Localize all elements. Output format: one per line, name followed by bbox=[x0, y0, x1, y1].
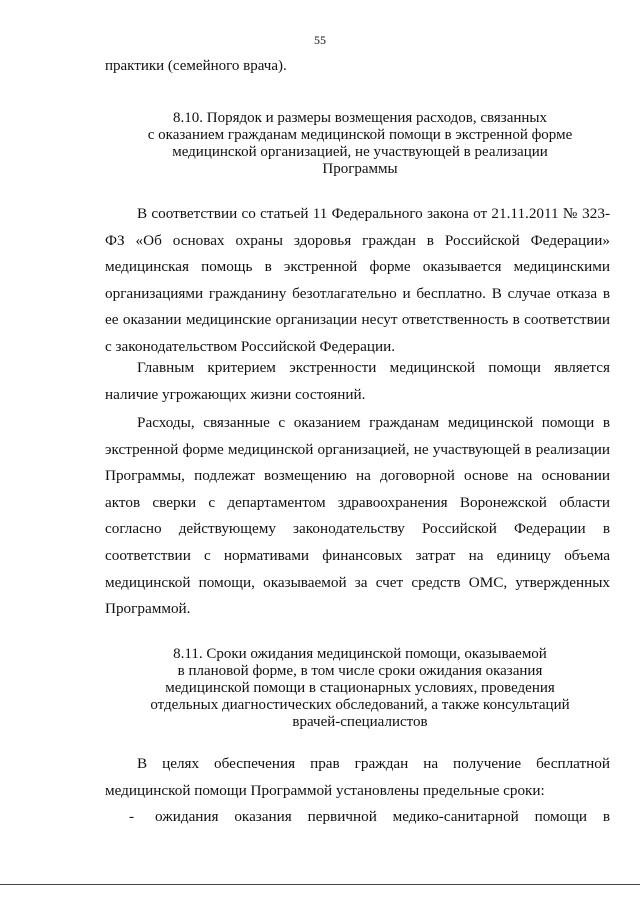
heading-line: врачей-специалистов bbox=[292, 714, 428, 730]
heading-line: отдельных диагностических обследований, а также консультаций bbox=[150, 697, 570, 713]
paragraph-waiting-times-intro: В целях обеспечения прав граждан на получение бесплатной медицинской помощи Программой установлены предельные сроки: bbox=[105, 755, 610, 799]
list-item bbox=[105, 804, 610, 831]
paragraph-article-11: В соответствии со статьей 11 Федерального закона от 21.11.2011 № 323-ФЗ «Об основах охраны здоровья граждан в Российской Федерации» медицинская помощь в экстренной форме оказывается медицинскими организациями гражданину безотлагательно и бесплатно. В случае отказа в ее оказании медицинские организации несут ответственность в соответствии с законодательством Российской Федерации. bbox=[105, 205, 610, 355]
heading-line: медицинской помощи в стационарных условиях, проведения bbox=[165, 680, 555, 696]
section-heading-8-10 bbox=[120, 110, 600, 178]
list-item-text: ожидания оказания первичной медико-санитарной помощи в bbox=[155, 808, 610, 825]
paragraph-emergency-criterion: Главным критерием экстренности медицинской помощи является наличие угрожающих жизни состояний. bbox=[105, 359, 610, 403]
heading-line: Программы bbox=[322, 161, 398, 177]
list-marker: - bbox=[129, 808, 135, 825]
heading-line: 8.11. Сроки ожидания медицинской помощи, оказываемой bbox=[173, 646, 547, 662]
paragraph-expense-reimbursement: Расходы, связанные с оказанием гражданам медицинской помощи в экстренной форме медицинской организацией, не участвующей в реализации Программы, подлежат возмещению на договорной основе на основании актов сверки с департаментом здравоохранения Воронежской области согласно действующему законодательству Российской Федерации в соответствии с нормативами финансовых затрат на единицу объема медицинской помощи, оказываемой за счет средств ОМС, утвержденных Программой. bbox=[105, 414, 610, 618]
heading-line: с оказанием гражданам медицинской помощи в экстренной форме bbox=[147, 127, 573, 143]
page-bottom-rule bbox=[0, 884, 640, 885]
heading-line: медицинской организацией, не участвующей в реализации bbox=[172, 144, 548, 160]
page-number: 55 bbox=[314, 33, 326, 47]
section-heading-8-11 bbox=[120, 646, 600, 731]
heading-line: 8.10. Порядок и размеры возмещения расходов, связанных bbox=[172, 110, 548, 126]
heading-line: в плановой форме, в том числе сроки ожидания оказания bbox=[177, 663, 543, 679]
previous-page-continuation: практики (семейного врача). bbox=[105, 58, 287, 74]
